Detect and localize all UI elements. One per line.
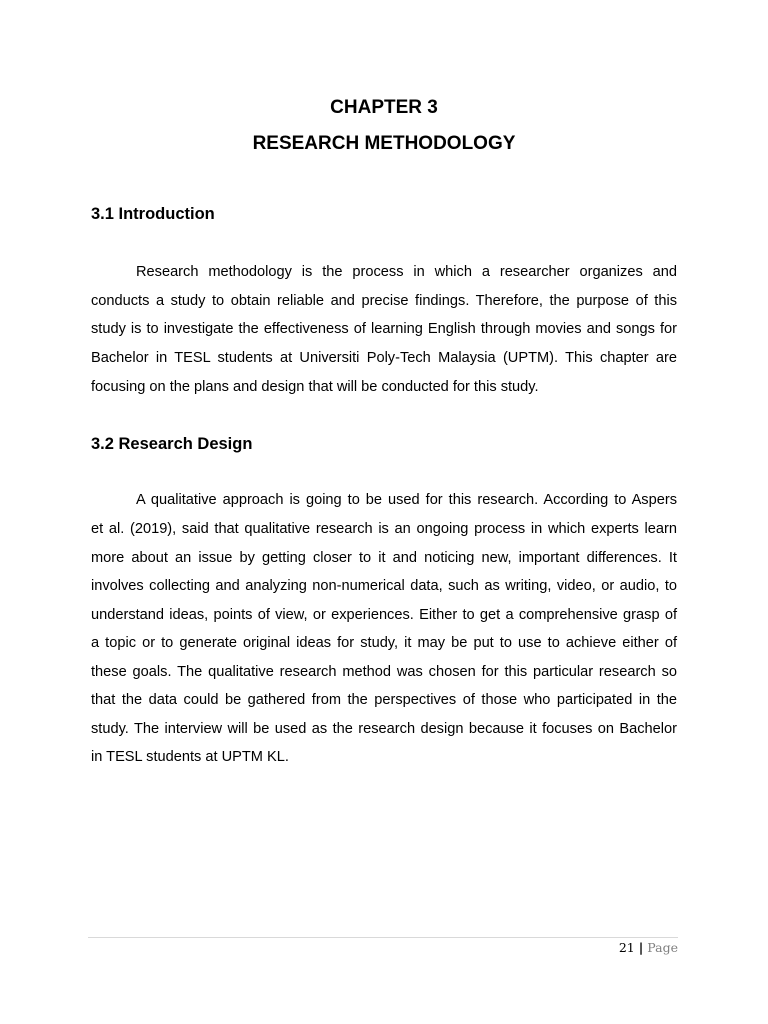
footer-page-label: Page: [647, 940, 678, 955]
paragraph-line: more about an issue by getting closer to it and noticing new, important differences. It: [91, 550, 677, 566]
paragraph-line: in TESL students at UPTM KL.: [91, 749, 289, 765]
footer-divider: [88, 937, 678, 938]
paragraph-line: study. The interview will be used as the research design because it focuses on Bachelor: [91, 721, 677, 737]
paragraph-line: understand ideas, points of view, or experiences. Either to get a comprehensive grasp of: [91, 607, 677, 623]
paragraph-line: that the data could be gathered from the perspectives of those who participated in the: [91, 692, 677, 708]
paragraph-line: these goals. The qualitative research method was chosen for this particular research so: [91, 664, 677, 680]
section-heading-introduction: 3.1 Introduction: [91, 205, 215, 223]
footer-separator: |: [638, 940, 644, 955]
paragraph-line: focusing on the plans and design that will be conducted for this study.: [91, 379, 539, 395]
page-footer: [88, 939, 678, 957]
page-number: 21: [618, 940, 635, 955]
paragraph-line: study is to investigate the effectiveness of learning English through movies and songs for: [91, 321, 677, 337]
paragraph-line: Research methodology is the process in which a researcher organizes and: [136, 264, 677, 280]
paragraph-line: conducts a study to obtain reliable and precise findings. Therefore, the purpose of this: [91, 293, 677, 309]
paragraph-line: a topic or to generate original ideas for study, it may be put to use to achieve either of: [91, 635, 677, 651]
paragraph-line: involves collecting and analyzing non-numerical data, such as writing, video, or audio, to: [91, 578, 677, 594]
chapter-title: RESEARCH METHODOLOGY: [252, 133, 516, 154]
paragraph-line: A qualitative approach is going to be used for this research. According to Aspers: [136, 492, 677, 508]
chapter-number: CHAPTER 3: [330, 97, 438, 118]
paragraph-line: Bachelor in TESL students at Universiti Poly-Tech Malaysia (UPTM). This chapter are: [91, 350, 677, 366]
section-heading-research-design: 3.2 Research Design: [91, 435, 253, 453]
paragraph-line: et al. (2019), said that qualitative research is an ongoing process in which experts learn: [91, 521, 677, 537]
